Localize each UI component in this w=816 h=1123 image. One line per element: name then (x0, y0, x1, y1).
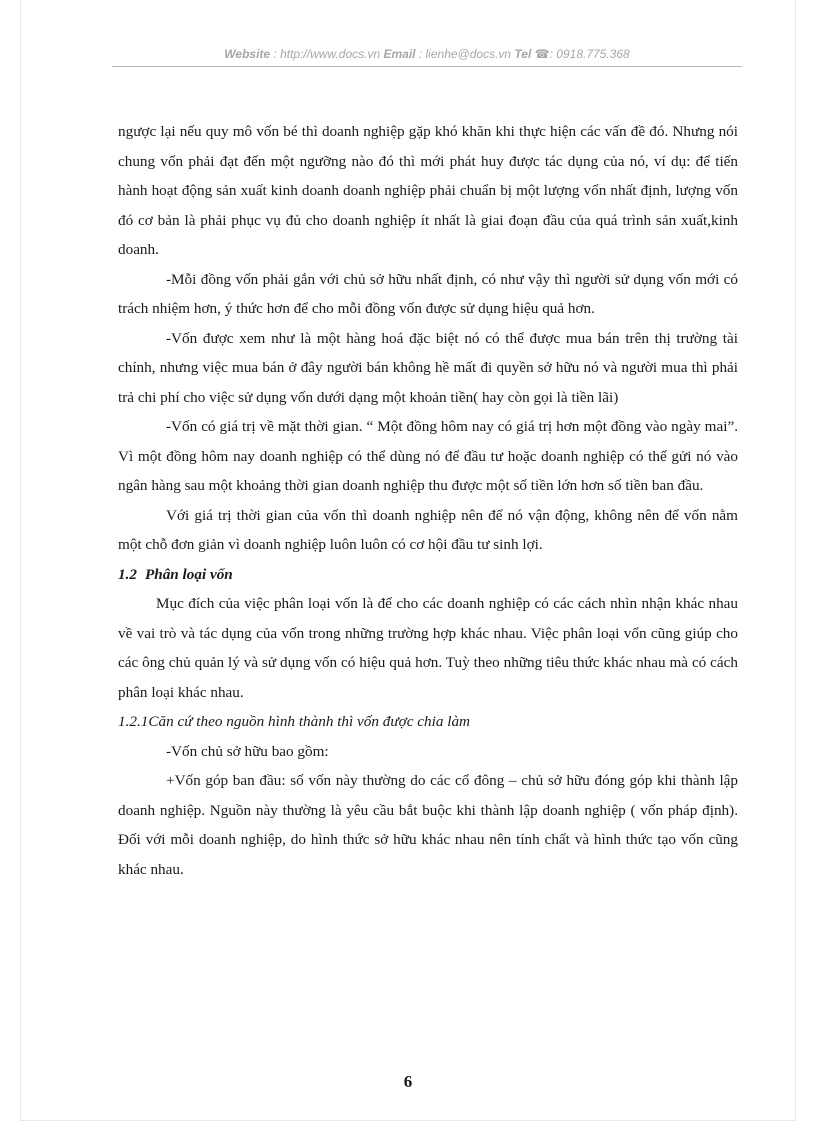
paragraph-4: -Vốn có giá trị về mặt thời gian. “ Một đồng hôm nay có giá trị hơn một đồng vào ngày mai”. Vì một đồng hôm nay doanh nghiệp có thể dùng nó để đầu tư hoặc doanh nghiệp có thể gửi nó vào ngân hàng sau một khoảng thời gian doanh nghiệp thu được một số tiền lớn hơn số tiền ban đầu. (118, 418, 738, 494)
subsection-heading: 1.2.1Căn cứ theo nguồn hình thành thì vốn được chia làm (118, 713, 471, 730)
section-title: Phân loại vốn (144, 565, 233, 583)
page-number: 6 (403, 1072, 413, 1091)
paragraph-3: -Vốn được xem như là một hàng hoá đặc biệt nó có thể được mua bán trên thị trường tài chính, nhưng việc mua bán ở đây người bán không hề mất đi quyền sở hữu nó và người mua thì phải trả chi phí cho việc sử dụng vốn dưới dạng một khoản tiền( hay còn gọi là tiền lãi) (118, 329, 738, 406)
section-heading (118, 560, 738, 590)
header-divider (112, 66, 742, 67)
paragraph-6: Mục đích của việc phân loại vốn là để cho các doanh nghiệp có các cách nhìn nhận khác nhau về vai trò và tác dụng của vốn trong những trường hợp khác nhau. Việc phân loại vốn cũng giúp cho các ông chủ quản lý và sử dụng vốn có hiệu quả hơn. Tuỳ theo những tiêu thức khác nhau mà có cách phân loại khác nhau. (118, 595, 738, 701)
document-body (118, 117, 738, 884)
section-number: 1.2 (118, 565, 137, 583)
paragraph-7: -Vốn chủ sở hữu bao gồm: (166, 742, 329, 760)
email-label: Email (383, 47, 416, 61)
page-header (112, 47, 742, 61)
paragraph-5: Với giá trị thời gian của vốn thì doanh nghiệp nên để nó vận động, không nên để vốn nằm một chỗ đơn giản vì doanh nghiệp luôn luôn có cơ hội đầu tư sinh lợi. (118, 506, 738, 553)
website-label: Website (224, 47, 271, 61)
paragraph-1: ngược lại nếu quy mô vốn bé thì doanh nghiệp gặp khó khăn khi thực hiện các vấn đề đó. Nhưng nói chung vốn phải đạt đến một ngưỡng nào đó thì mới phát huy được tác dụng của nó, ví dụ: để tiến hành hoạt động sản xuất kinh doanh doanh nghiệp phải chuẩn bị một lượng vốn nhất định, lượng vốn đó cơ bản là phải phục vụ đủ cho doanh nghiệp ít nhất là giai đoạn đầu của quá trình sản xuất,kinh doanh. (118, 123, 738, 258)
phone-icon: ☎ (534, 47, 550, 61)
website-value: : http://www.docs.vn (273, 47, 381, 61)
tel-value: : 0918.775.368 (549, 47, 630, 61)
paragraph-2: -Mỗi đồng vốn phải gắn với chủ sở hữu nhất định, có như vậy thì người sử dụng vốn mới có trách nhiệm hơn, ý thức hơn để cho mỗi đồng vốn được sử dụng hiệu quả hơn. (118, 270, 738, 317)
paragraph-8: +Vốn góp ban đầu: số vốn này thường do các cổ đông – chủ sở hữu đóng góp khi thành lập doanh nghiệp. Nguồn này thường là yêu cầu bắt buộc khi thành lập doanh nghiệp ( vốn pháp định). Đối với mỗi doanh nghiệp, do hình thức sở hữu khác nhau nên tính chất và hình thức tạo vốn cũng khác nhau. (118, 772, 738, 878)
email-value: : lienhe@docs.vn (418, 47, 512, 61)
tel-label: Tel (514, 47, 532, 61)
